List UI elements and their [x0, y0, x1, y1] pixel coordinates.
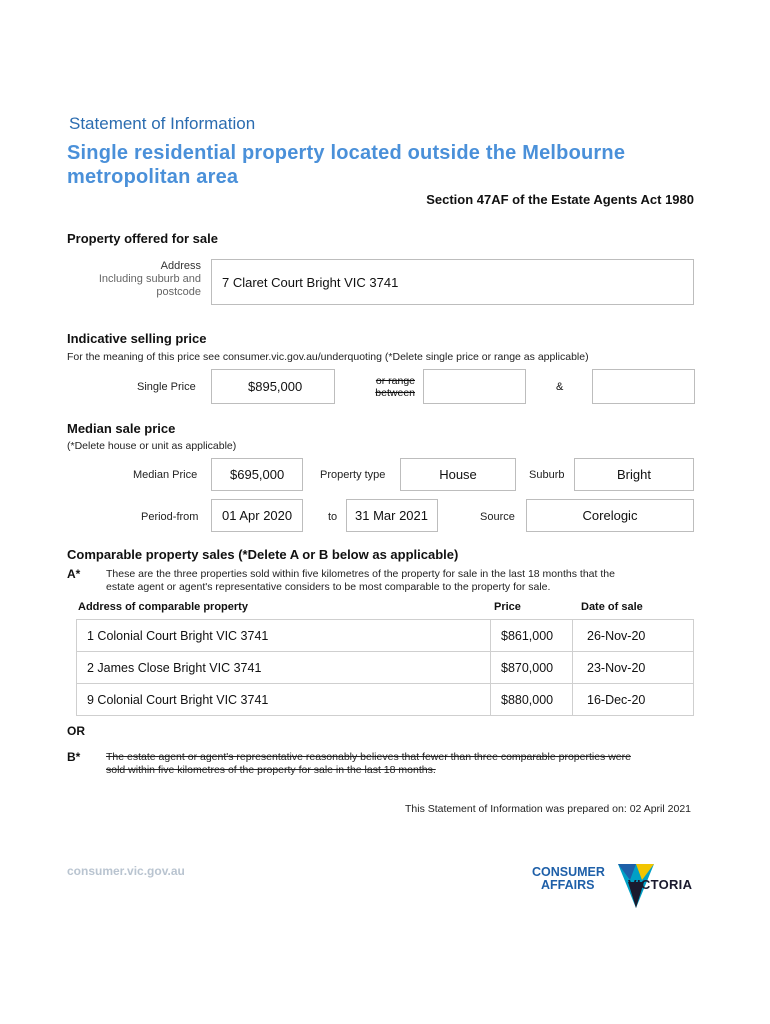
- option-a-text-line1: These are the three properties sold within five kilometres of the property for sale in the last 18 months that the: [106, 568, 615, 580]
- source-field[interactable]: [526, 499, 694, 532]
- option-b-marker: B*: [67, 750, 81, 764]
- or-range-line2: between: [375, 387, 415, 399]
- row-price[interactable]: $870,000: [490, 652, 572, 683]
- period-from-label: Period-from: [141, 511, 199, 523]
- address-field[interactable]: [211, 259, 694, 305]
- period-from-field[interactable]: [211, 499, 303, 532]
- median-section-title: Median sale price: [67, 421, 176, 436]
- period-from-value: 01 Apr 2020: [222, 508, 293, 523]
- row-address[interactable]: 2 James Close Bright VIC 3741: [76, 652, 490, 683]
- property-type-field[interactable]: [400, 458, 516, 491]
- and-symbol: &: [556, 381, 564, 393]
- or-label: OR: [67, 724, 85, 738]
- row-price[interactable]: $880,000: [490, 684, 572, 715]
- prepared-date: This Statement of Information was prepared on: 02 April 2021: [405, 803, 691, 815]
- option-b-text: [106, 751, 631, 777]
- single-price-value: $895,000: [248, 379, 303, 394]
- or-range-line1: or range: [375, 375, 415, 387]
- indicative-note: For the meaning of this price see consumer.vic.gov.au/underquoting (*Delete single price or range as applicable): [67, 351, 589, 363]
- period-to-value: 31 Mar 2021: [355, 508, 428, 523]
- suburb-label: Suburb: [529, 469, 565, 481]
- option-a-marker: A*: [67, 567, 81, 581]
- col-address-header: Address of comparable property: [78, 601, 248, 613]
- property-section-title: Property offered for sale: [67, 231, 218, 246]
- indicative-section-title: Indicative selling price: [67, 331, 207, 346]
- single-price-label: Single Price: [137, 381, 196, 393]
- option-b-text-line1: The estate agent or agent's representative reasonably believes that fewer than three comparable properties were: [106, 751, 631, 763]
- option-b-text-line2: sold within five kilometres of the property for sale in the last 18 months.: [106, 764, 436, 776]
- logo-victoria-word: VICTORIA: [628, 877, 693, 892]
- table-row: [76, 652, 694, 684]
- range-high-field[interactable]: [592, 369, 695, 404]
- property-type-value: House: [439, 467, 477, 482]
- single-price-field[interactable]: [211, 369, 335, 404]
- act-reference: Section 47AF of the Estate Agents Act 1980: [426, 192, 694, 207]
- suburb-value: Bright: [617, 467, 651, 482]
- row-date[interactable]: 26-Nov-20: [572, 620, 694, 651]
- source-label: Source: [480, 511, 515, 523]
- document-title-line2: metropolitan area: [67, 166, 239, 188]
- table-row: [76, 684, 694, 716]
- median-note: (*Delete house or unit as applicable): [67, 440, 237, 452]
- row-address[interactable]: 1 Colonial Court Bright VIC 3741: [76, 620, 490, 651]
- address-label-line2: Including suburb and: [98, 273, 201, 285]
- document-subtitle: Statement of Information: [69, 114, 256, 133]
- logo-line1: CONSUMER: [532, 865, 605, 879]
- table-row: [76, 620, 694, 652]
- property-type-label: Property type: [320, 469, 386, 481]
- logo-line2: AFFAIRS: [541, 878, 595, 892]
- document-title-line1: Single residential property located outside the Melbourne: [67, 142, 626, 164]
- address-label: [80, 260, 201, 299]
- row-price[interactable]: $861,000: [490, 620, 572, 651]
- median-price-value: $695,000: [230, 467, 285, 482]
- option-a-text-line2: estate agent or agent's representative considers to be most comparable to the property for sale.: [106, 581, 551, 593]
- row-address[interactable]: 9 Colonial Court Bright VIC 3741: [76, 684, 490, 715]
- range-low-field[interactable]: [423, 369, 526, 404]
- col-price-header: Price: [494, 601, 521, 613]
- address-label-line1: Address: [160, 260, 201, 272]
- row-date[interactable]: 16-Dec-20: [572, 684, 694, 715]
- to-label: to: [328, 511, 338, 523]
- col-date-header: Date of sale: [581, 601, 643, 613]
- source-value: Corelogic: [582, 508, 638, 523]
- address-label-line3: postcode: [156, 286, 201, 298]
- period-to-field[interactable]: [346, 499, 438, 532]
- option-a-text: [106, 568, 615, 594]
- website-link[interactable]: consumer.vic.gov.au: [67, 864, 185, 878]
- median-price-label: Median Price: [133, 469, 198, 481]
- row-date[interactable]: 23-Nov-20: [572, 652, 694, 683]
- median-price-field[interactable]: [211, 458, 303, 491]
- comparable-section-title: Comparable property sales (*Delete A or B below as applicable): [67, 547, 459, 562]
- address-value: 7 Claret Court Bright VIC 3741: [222, 274, 399, 290]
- suburb-field[interactable]: [574, 458, 694, 491]
- or-range-label: [345, 375, 415, 399]
- consumer-affairs-victoria-logo: [532, 864, 697, 910]
